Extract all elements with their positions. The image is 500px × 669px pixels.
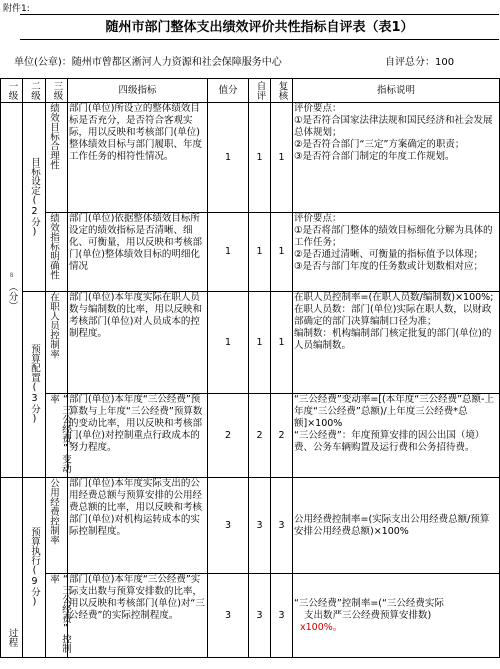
table-row — [1, 394, 500, 478]
l3-cell: “三公经费”控制率 — [46, 574, 68, 658]
group-process: 过程 — [1, 478, 23, 658]
self-cell: 1 — [249, 103, 271, 213]
l4-cell: 部门(单位)本年度实际在职人员数与编制数的比率，用以反映和考核部门(单位)对人员成本的控制程度。 — [68, 292, 208, 394]
group-budget-alloc: 预算配置(3分) — [23, 292, 46, 478]
group-decision: 8 （分） — [1, 103, 23, 478]
table-row — [1, 213, 500, 292]
header-desc: 指标说明 — [293, 79, 500, 103]
value-cell: 1 — [208, 103, 249, 213]
header-l1: 一级 — [1, 79, 23, 103]
group-target: 目标设定(2分) — [23, 103, 46, 292]
header-l4: 四级指标 — [68, 79, 208, 103]
l4-cell: 部门(单位)本年度实际支出的公用经费总额与预算安排的公用经费总额的比率，用以反映和考核部门(单位)对机构运转成本的实际控制程度。 — [68, 478, 208, 574]
desc-cell: 评价要点： ①是否将部门整体的绩效目标细化分解为具体的工作任务； ②是否通过清晰、可衡量的指标值予以体现； ③是否与部门年度的任务数或计划数相对应； — [293, 213, 500, 292]
header-value: 值分 — [208, 79, 249, 103]
table-row — [1, 574, 500, 658]
desc-cell: 在职人员控制率=(在职人员数/编制数)×100%; 在职人员数：部门(单位)实际在职人数，以财政部确定的部门决算编制口径为准； 编制数：机构编制部门核定批复的部门(单位)的人员编制数。 — [293, 292, 500, 394]
desc-cell: 公用经费控制率=(实际支出公用经费总额/预算安排公用经费总额)×100% — [293, 478, 500, 574]
header-self: 自评 — [249, 79, 271, 103]
page-title: 随州市部门整体支出绩效评价共性指标自评表（表1） — [20, 14, 499, 40]
indicator-table — [0, 78, 500, 658]
self-cell: 1 — [249, 213, 271, 292]
unit-label: 单位(公章)：随州市曾都区淅河人力资源和社会保障服务中心 — [14, 57, 282, 68]
self-cell: 3 — [249, 574, 271, 658]
table-row — [1, 103, 500, 213]
l4-cell: 部门(单位)本年度“三公经费”实际支出数与预算安排数的比率，用以反映和考核部门(单位)对“三公经费”的实际控制程度。 — [68, 574, 208, 658]
attachment-label: 附件1: — [3, 4, 30, 14]
review-cell: 2 — [271, 394, 293, 478]
score-total: 自评总分：100 — [385, 57, 455, 68]
review-cell: 3 — [271, 574, 293, 658]
value-cell: 3 — [208, 574, 249, 658]
review-cell: 1 — [271, 103, 293, 213]
table-row — [1, 478, 500, 574]
l3-cell: 绩效指标明确性 — [46, 213, 68, 292]
l4-cell: 部门(单位)依据整体绩效目标所设定的绩效指标是否清晰、细化、可衡量，用以反映和考核部门(单位)整体绩效目标的明细化情况 — [68, 213, 208, 292]
review-cell: 1 — [271, 213, 293, 292]
table-row — [1, 292, 500, 394]
l3-cell: 在职人员控制率 — [46, 292, 68, 394]
review-cell: 3 — [271, 478, 293, 574]
header-row — [1, 79, 500, 103]
review-cell: 1 — [271, 292, 293, 394]
desc-cell: “三公经费”控制率=(“三公经费实际 支出数严三公经费预算安排数) x100%。 — [293, 574, 500, 658]
self-cell: 1 — [249, 292, 271, 394]
desc-cell: “三公经费”变动率=[(本年度“三公经费”总额-上年度“三公经费”总额)/上年度三公经费*总额]×100% “三公经费”：年度预算安排的因公出国（境）费、公务车辆购置及运行费和公务招待费。 — [293, 394, 500, 478]
desc-cell: 评价要点： ①是否符合国家法律法规和国民经济和社会发展总体规划； ②是否符合部门“三定”方案确定的职责； ③是否符合部门制定的年度工作规划。 — [293, 103, 500, 213]
self-cell: 2 — [249, 394, 271, 478]
l4-cell: 部门(单位)本年度“三公经费”预算数与上年度“三公经费”预算数的变动比率，用以反映和考核部门(单位)对控制重点行政成本的努力程度。 — [68, 394, 208, 478]
l3-cell: 公用经费控制率 — [46, 478, 68, 574]
l3-cell: “三公经费”变动率 — [46, 394, 68, 478]
value-cell: 1 — [208, 292, 249, 394]
group-budget-exec: 预算执行(9分) — [23, 478, 46, 658]
l4-cell: 部门(单位)所设立的整体绩效目标是否充分，是否符合客观实际，用以反映和考核部门(单位)整体绩效目标与部门履职、年度工作任务的相符性情况。 — [68, 103, 208, 213]
header-l3: 三级 — [46, 79, 68, 103]
value-cell: 1 — [208, 213, 249, 292]
header-review: 复核 — [271, 79, 293, 103]
self-cell: 3 — [249, 478, 271, 574]
value-cell: 3 — [208, 478, 249, 574]
header-l2: 二级 — [23, 79, 46, 103]
value-cell: 2 — [208, 394, 249, 478]
l3-cell: 绩效目标合理性 — [46, 103, 68, 213]
